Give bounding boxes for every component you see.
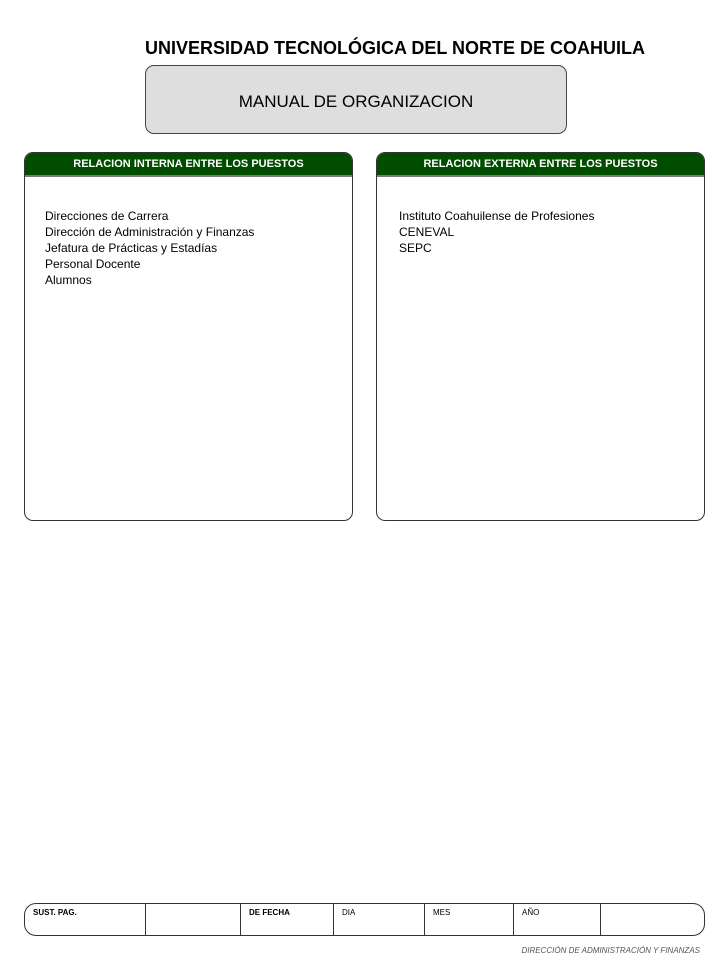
mes-label: MES	[425, 904, 514, 935]
external-relations-panel	[376, 152, 705, 521]
dia-label: DIA	[334, 904, 425, 935]
sust-pag-value	[146, 904, 241, 935]
list-item: Jefatura de Prácticas y Estadías	[45, 241, 218, 255]
list-item: CENEVAL	[399, 225, 455, 239]
list-item: Direcciones de Carrera	[45, 209, 169, 223]
footer-blank-cell	[601, 904, 705, 935]
list-item: SEPC	[399, 241, 432, 255]
department-note: DIRECCIÓN DE ADMINISTRACIÓN Y FINANZAS	[521, 946, 700, 955]
de-fecha-label: DE FECHA	[241, 904, 334, 935]
internal-relations-panel	[24, 152, 353, 521]
footer-form-bar	[24, 903, 705, 936]
list-item: Alumnos	[45, 273, 92, 287]
internal-relations-list	[45, 208, 254, 288]
university-title: UNIVERSIDAD TECNOLÓGICA DEL NORTE DE COAHUILA	[144, 38, 646, 58]
anio-label: AÑO	[514, 904, 601, 935]
manual-title: MANUAL DE ORGANIZACION	[238, 92, 474, 111]
list-item: Dirección de Administración y Finanzas	[45, 225, 255, 239]
external-relations-header: RELACION EXTERNA ENTRE LOS PUESTOS	[377, 153, 704, 177]
sust-pag-label: SUST. PAG.	[25, 904, 146, 935]
internal-relations-header: RELACION INTERNA ENTRE LOS PUESTOS	[25, 153, 352, 177]
manual-title-box	[145, 65, 567, 134]
list-item: Instituto Coahuilense de Profesiones	[399, 209, 595, 223]
external-relations-list	[399, 208, 594, 256]
list-item: Personal Docente	[45, 257, 141, 271]
